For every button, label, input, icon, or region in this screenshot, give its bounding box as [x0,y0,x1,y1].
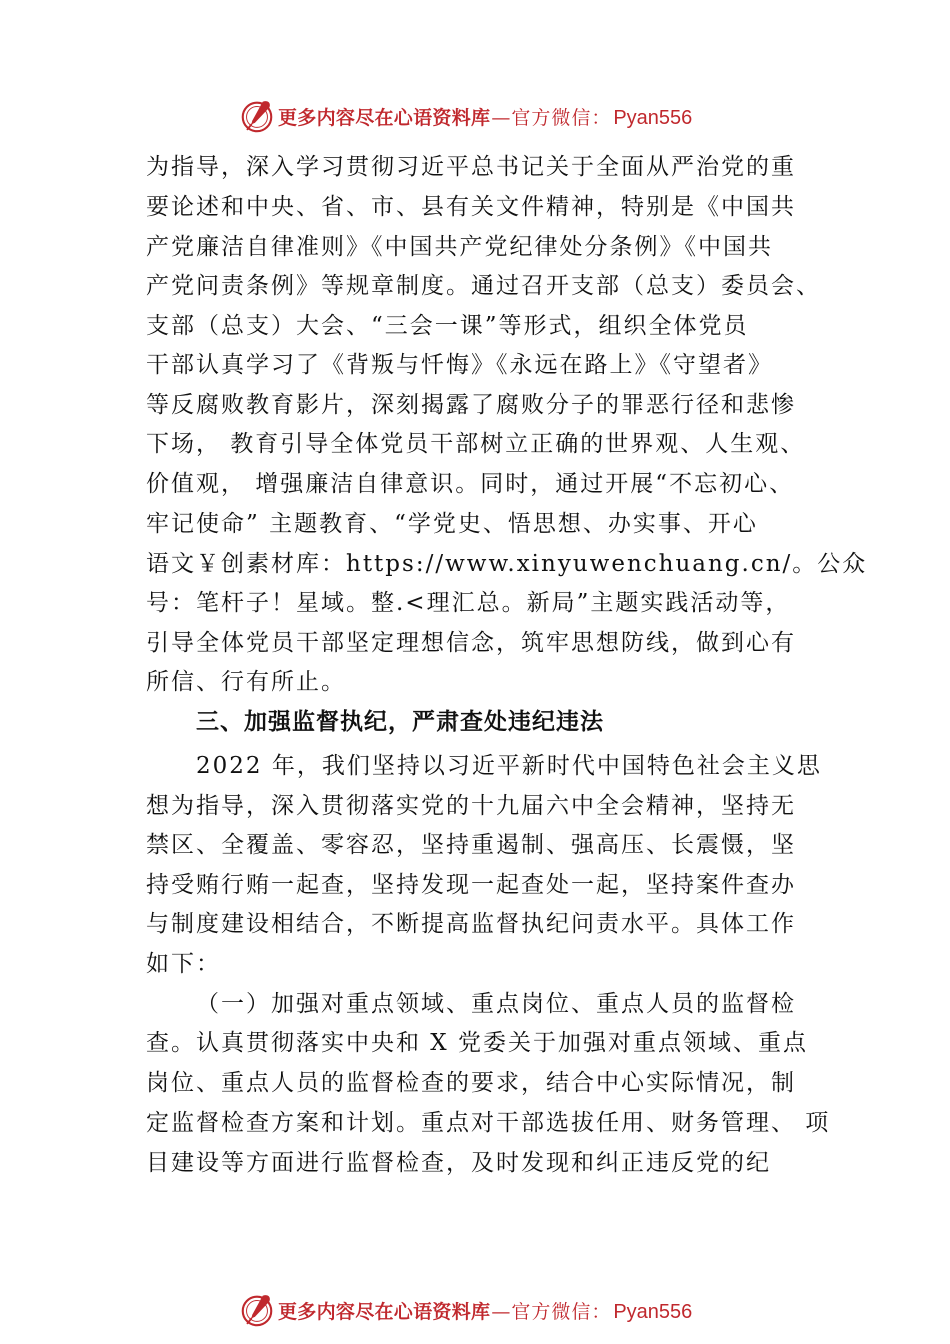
banner-main-text: 更多内容尽在心语资料库 [278,106,491,129]
text-line: （一）加强对重点领域、重点岗位、重点人员的监督检 [196,991,796,1017]
banner-separator: — [491,1300,511,1323]
text-line: 下场， 教育引导全体党员干部树立正确的世界观、人生观、 [146,431,806,457]
banner-text [278,1297,692,1324]
text-line: 支部（总支）大会、“三会一课”等形式，组织全体党员 [146,313,749,339]
text-line: 2022 年，我们坚持以习近平新时代中国特色社会主义思 [196,753,822,779]
footer-banner [238,1290,738,1330]
text-line: 查。认真贯彻落实中央和 X 党委关于加强对重点领域、重点 [146,1030,808,1056]
banner-wechat-id: Pyan556 [613,1300,693,1323]
text-line: 干部认真学习了《背叛与忏悔》《永远在路上》《守望者》 [146,352,773,378]
text-line: 想为指导，深入贯彻落实党的十九届六中全会精神，坚持无 [146,793,796,819]
text-line: 岗位、重点人员的监督检查的要求，结合中心实际情况，制 [146,1070,796,1096]
banner-wechat-label: 官方微信： [511,106,612,129]
text-line: 定监督检查方案和计划。重点对干部选拔任用、财务管理、 项 [146,1110,831,1136]
text-line: 为指导，深入学习贯彻习近平总书记关于全面从严治党的重 [146,154,796,180]
text-line: 引导全体党员干部坚定理想信念，筑牢思想防线，做到心有 [146,630,796,656]
text-line: 持受贿行贿一起查，坚持发现一起查处一起，坚持案件查办 [146,872,796,898]
text-line: 禁区、全覆盖、零容忍，坚持重遏制、强高压、长震慑，坚 [146,832,796,858]
text-line: 产党问责条例》等规章制度。通过召开支部（总支）委员会、 [146,273,821,299]
text-line: 等反腐败教育影片，深刻揭露了腐败分子的罪恶行径和悲惨 [146,392,796,418]
text-line: 产党廉洁自律准则》《中国共产党纪律处分条例》《中国共 [146,234,773,260]
text-line: 语文￥创素材库：https://www.xinyuwenchuang.cn/。公众 [146,551,868,577]
section-heading: 三、加强监督执纪，严肃查处违纪违法 [196,709,604,735]
text-line: 如下： [146,951,221,977]
text-line: 目建设等方面进行监督检查，及时发现和纠正违反党的纪 [146,1150,771,1176]
text-line: 价值观， 增强廉洁自律意识。同时，通过开展“不忘初心、 [146,471,795,497]
banner-wechat-id: Pyan556 [613,106,693,129]
quill-pen-logo-icon [238,1291,276,1329]
text-line: 牢记使命” 主题教育、“学党史、悟思想、办实事、开心 [146,511,758,537]
text-line: 号：笔杆子！星域。整.<理汇总。新局”主题实践活动等， [146,590,791,616]
text-line: 所信、行有所止。 [146,669,346,695]
text-line: 要论述和中央、省、市、县有关文件精神，特别是《中国共 [146,194,796,220]
banner-wechat-label: 官方微信： [511,1300,612,1323]
banner-main-text: 更多内容尽在心语资料库 [278,1300,491,1323]
text-line: 与制度建设相结合，不断提高监督执纪问责水平。具体工作 [146,911,796,937]
banner-separator: — [491,106,511,129]
